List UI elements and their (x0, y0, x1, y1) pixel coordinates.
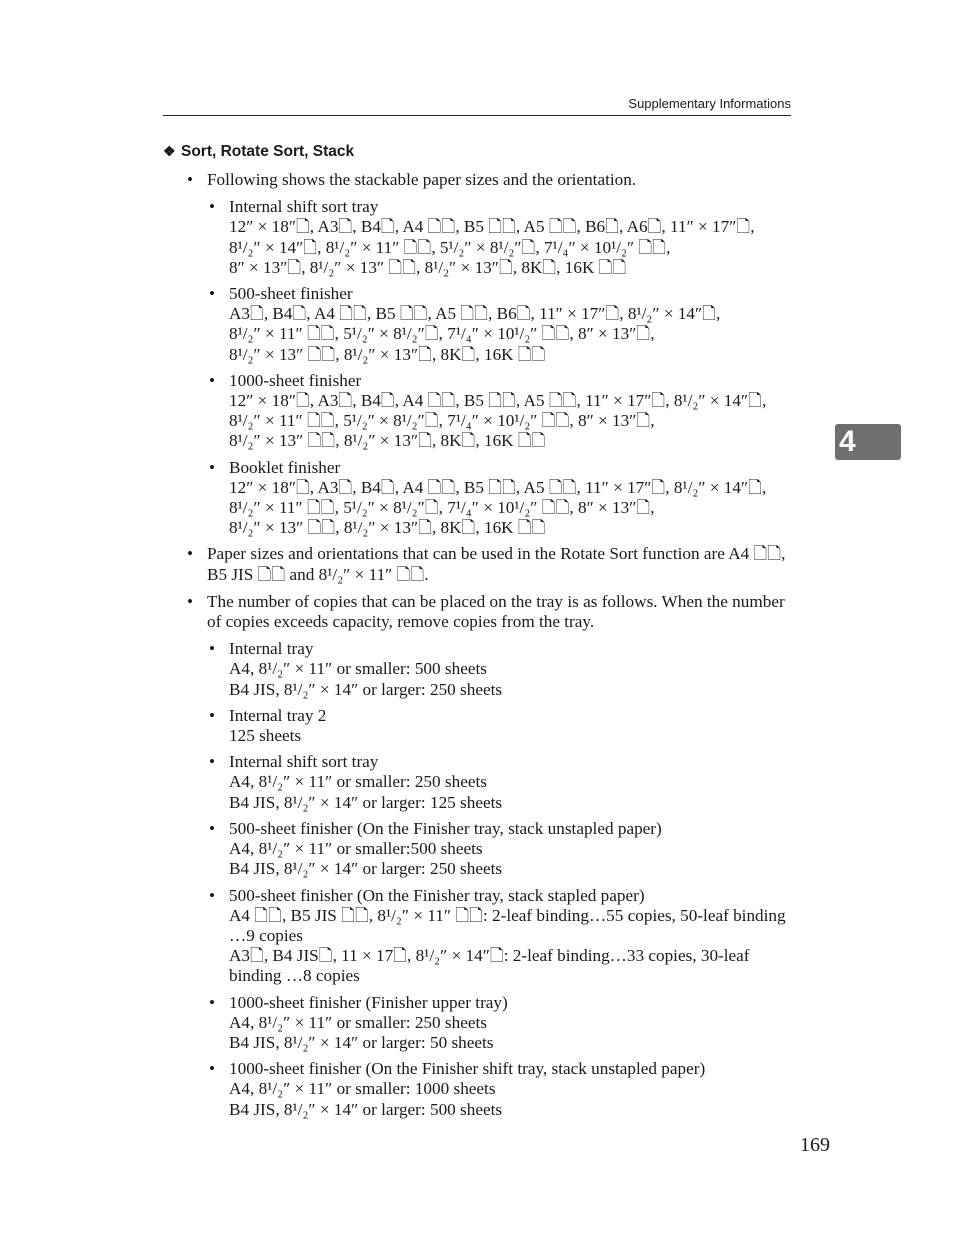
sub-bullet-item (185, 886, 791, 987)
bullet-item (185, 170, 791, 190)
sub-bullet-label: • Booklet finisher (229, 457, 341, 477)
section-title-text: Sort, Rotate Sort, Stack (181, 143, 355, 160)
sub-bullet-line: 12″ × 18″🗋, A3🗋, B4🗋, A4 🗋🗋, B5 🗋🗋, A5 🗋🗋, B6🗋, A6🗋, 11″ × 17″🗋, (229, 217, 755, 237)
content-body (185, 170, 791, 1126)
sub-bullet-line: 8¹/₂″ × 14″🗋, 8¹/₂″ × 11″ 🗋🗋, 5¹/₂″ × 8¹/₂″🗋, 7¹/₄″ × 10¹/₂″ 🗋🗋, (229, 237, 671, 257)
sub-bullet-label: • Internal shift sort tray (229, 197, 379, 217)
sub-bullet-line: 8¹/₂″ × 11″ 🗋🗋, 5¹/₂″ × 8¹/₂″🗋, 7¹/₄″ × 10¹/₂″ 🗋🗋, 8″ × 13″🗋, (229, 498, 655, 518)
sub-bullet-line: 8¹/₂″ × 13″ 🗋🗋, 8¹/₂″ × 13″🗋, 8K🗋, 16K 🗋🗋 (229, 344, 546, 364)
sub-bullet-line: 8¹/₂″ × 13″ 🗋🗋, 8¹/₂″ × 13″🗋, 8K🗋, 16K 🗋🗋 (229, 431, 546, 451)
sub-bullet-line: 8″ × 13″🗋, 8¹/₂″ × 13″ 🗋🗋, 8¹/₂″ × 13″🗋, 8K🗋, 16K 🗋🗋 (229, 257, 627, 277)
sub-bullet-label: • Internal tray (229, 639, 314, 659)
sub-bullet-label: • 500-sheet finisher (On the Finisher tray, stack stapled paper) (229, 885, 645, 905)
sub-bullet-item (185, 993, 791, 1054)
sub-bullet-line: B4 JIS, 8¹/₂″ × 14″ or larger: 250 sheets (229, 859, 503, 879)
section-title (163, 143, 354, 161)
sub-bullet-line: A4 🗋🗋, B5 JIS 🗋🗋, 8¹/₂″ × 11″ 🗋🗋: 2-leaf binding…55 copies, 50-leaf binding …9 copies (229, 905, 786, 945)
sub-bullet-item (185, 706, 791, 746)
sub-bullet-line: A4, 8¹/₂″ × 11″ or smaller: 1000 sheets (229, 1079, 496, 1099)
header-rule (163, 115, 791, 116)
sub-bullet-line: 125 sheets (229, 726, 302, 746)
sub-bullet-line: B4 JIS, 8¹/₂″ × 14″ or larger: 50 sheets (229, 1032, 494, 1052)
sub-bullet-line: B4 JIS, 8¹/₂″ × 14″ or larger: 500 sheets (229, 1099, 503, 1119)
sub-bullet-label: • 1000-sheet finisher (Finisher upper tray) (229, 992, 508, 1012)
sub-bullet-line: A3🗋, B4🗋, A4 🗋🗋, B5 🗋🗋, A5 🗋🗋, B6🗋, 11″ × 17″🗋, 8¹/₂″ × 14″🗋, (229, 304, 721, 324)
sub-bullet-line: A4, 8¹/₂″ × 11″ or smaller: 250 sheets (229, 772, 487, 792)
bullet-text: Following shows the stackable paper sizes and the orientation. (207, 170, 637, 189)
sub-bullet-line: A4, 8¹/₂″ × 11″ or smaller: 500 sheets (229, 659, 487, 679)
running-header: Supplementary Informations (628, 96, 791, 111)
chapter-tab: 4 (835, 424, 901, 460)
sub-bullet-item (185, 197, 791, 278)
sub-bullet-line: 12″ × 18″🗋, A3🗋, B4🗋, A4 🗋🗋, B5 🗋🗋, A5 🗋🗋, 11″ × 17″🗋, 8¹/₂″ × 14″🗋, (229, 391, 767, 411)
page-number: 169 (800, 1134, 830, 1156)
sub-bullet-line: 8¹/₂″ × 11″ 🗋🗋, 5¹/₂″ × 8¹/₂″🗋, 7¹/₄″ × 10¹/₂″ 🗋🗋, 8″ × 13″🗋, (229, 324, 655, 344)
sub-bullet-label: • 1000-sheet finisher (229, 370, 362, 390)
sub-bullet-line: 12″ × 18″🗋, A3🗋, B4🗋, A4 🗋🗋, B5 🗋🗋, A5 🗋🗋, 11″ × 17″🗋, 8¹/₂″ × 14″🗋, (229, 477, 767, 497)
sub-bullet-label: • 500-sheet finisher (229, 284, 353, 304)
sub-bullet-item (185, 639, 791, 700)
sub-bullet-line: A4, 8¹/₂″ × 11″ or smaller: 250 sheets (229, 1012, 487, 1032)
sub-bullet-item (185, 284, 791, 365)
sub-bullet-line: B4 JIS, 8¹/₂″ × 14″ or larger: 125 sheets (229, 792, 503, 812)
sub-bullet-label: • 500-sheet finisher (On the Finisher tray, stack unstapled paper) (229, 818, 662, 838)
bullet-text: Paper sizes and orientations that can be used in the Rotate Sort function are A4 🗋🗋, B5 JIS 🗋🗋 and 8¹/₂″ × 11″ 🗋🗋. (207, 544, 786, 584)
sub-bullet-label: • Internal shift sort tray (229, 752, 379, 772)
sub-bullet-item (185, 819, 791, 880)
sub-bullet-item (185, 371, 791, 452)
sub-bullet-label: • 1000-sheet finisher (On the Finisher shift tray, stack unstapled paper) (229, 1059, 706, 1079)
sub-bullet-line: 8¹/₂″ × 11″ 🗋🗋, 5¹/₂″ × 8¹/₂″🗋, 7¹/₄″ × 10¹/₂″ 🗋🗋, 8″ × 13″🗋, (229, 411, 655, 431)
sub-bullet-item (185, 458, 791, 539)
sub-bullet-line: A3🗋, B4 JIS🗋, 11 × 17🗋, 8¹/₂″ × 14″🗋: 2-leaf binding…33 copies, 30-leaf binding …8 copies (229, 946, 750, 986)
sub-bullet-line: 8¹/₂″ × 13″ 🗋🗋, 8¹/₂″ × 13″🗋, 8K🗋, 16K 🗋🗋 (229, 518, 546, 538)
sub-bullet-line: A4, 8¹/₂″ × 11″ or smaller:500 sheets (229, 839, 483, 859)
sub-bullet-label: • Internal tray 2 (229, 705, 327, 725)
bullet-item (185, 544, 791, 584)
sub-bullet-item (185, 752, 791, 813)
bullet-text: The number of copies that can be placed on the tray is as follows. When the number of copies exceeds capacity, remove copies from the tray. (207, 591, 785, 632)
diamond-bullet-icon: ❖ (163, 143, 176, 159)
sub-bullet-item (185, 1059, 791, 1120)
bullet-item (185, 592, 791, 632)
sub-bullet-line: B4 JIS, 8¹/₂″ × 14″ or larger: 250 sheets (229, 679, 503, 699)
